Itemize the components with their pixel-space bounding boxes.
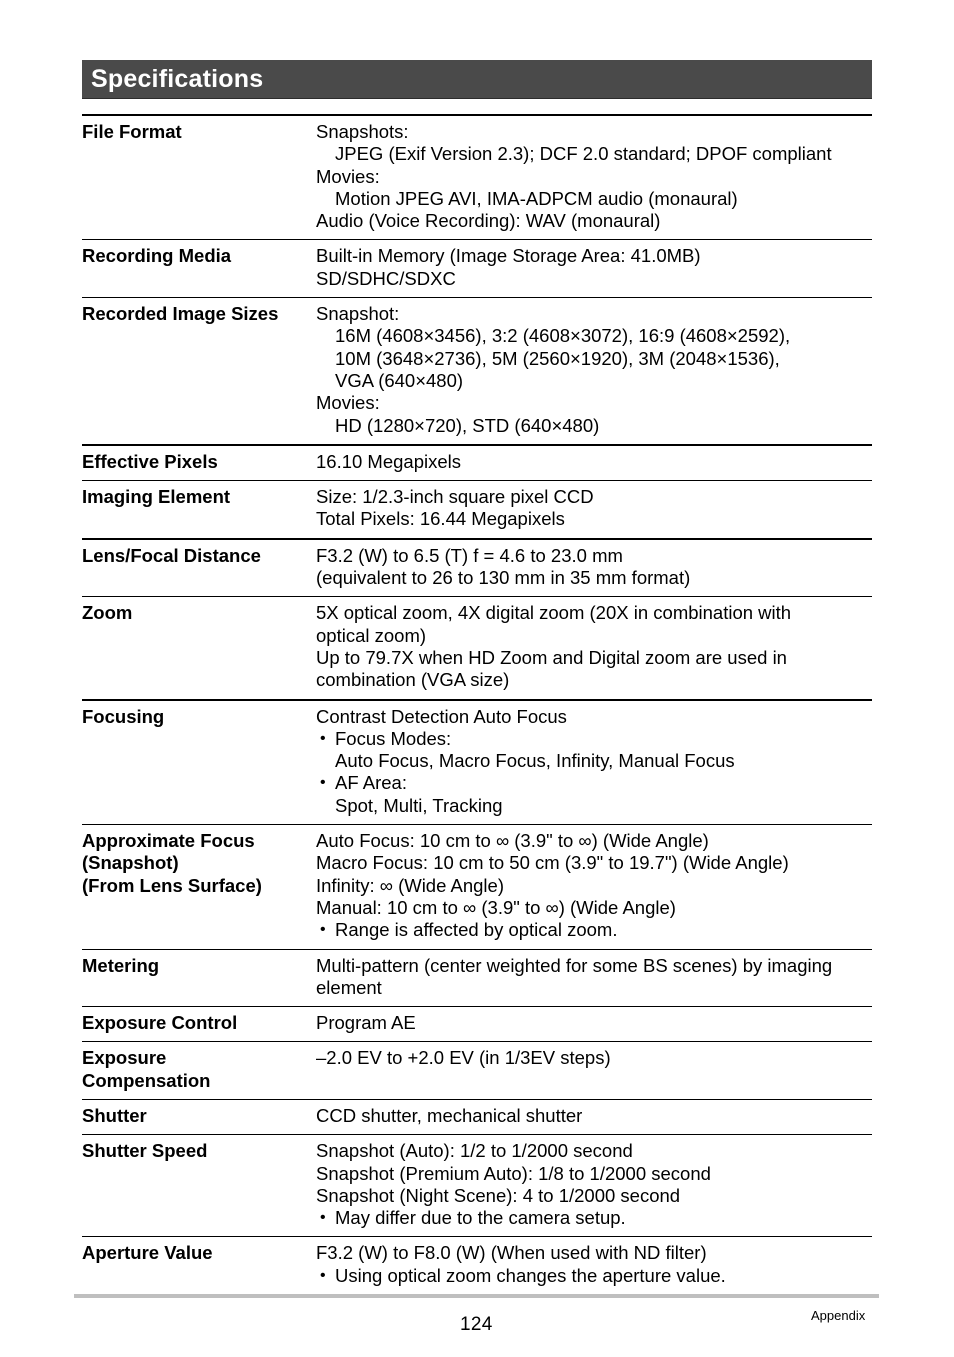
spec-value-line: 10M (3648×2736), 5M (2560×1920), 3M (2048×1536), bbox=[335, 347, 780, 369]
spec-table bbox=[82, 114, 872, 1295]
spec-label bbox=[82, 303, 316, 437]
spec-value-line: –2.0 EV to +2.0 EV (in 1/3EV steps) bbox=[316, 1047, 611, 1069]
spec-value-line: Up to 79.7X when HD Zoom and Digital zoom are used in bbox=[316, 646, 787, 668]
spec-value-line: Snapshots: bbox=[316, 121, 409, 142]
spec-label bbox=[82, 451, 316, 473]
spec-label-line: Effective Pixels bbox=[82, 450, 218, 472]
spec-value bbox=[316, 1105, 872, 1127]
spec-row bbox=[82, 298, 872, 446]
spec-value-line: Macro Focus: 10 cm to 50 cm (3.9" to 19.7") (Wide Angle) bbox=[316, 852, 789, 874]
spec-value-line: F3.2 (W) to F8.0 (W) (When used with ND filter) bbox=[316, 1242, 707, 1264]
spec-value-line: 16M (4608×3456), 3:2 (4608×3072), 16:9 (4608×2592), bbox=[335, 325, 791, 347]
spec-bullet-line: • Range is affected by optical zoom. bbox=[316, 919, 872, 941]
spec-bullet-line: • Using optical zoom changes the aperture value. bbox=[316, 1265, 872, 1287]
spec-row bbox=[82, 1042, 872, 1100]
spec-value-line: Snapshot (Auto): 1/2 to 1/2000 second bbox=[316, 1140, 633, 1162]
spec-value-line: Snapshot (Night Scene): 4 to 1/2000 second bbox=[316, 1184, 681, 1206]
spec-label-line: (Snapshot) bbox=[82, 852, 179, 874]
spec-label bbox=[82, 830, 316, 941]
spec-label-line: Lens/Focal Distance bbox=[82, 544, 261, 566]
spec-value-line: combination (VGA size) bbox=[316, 669, 510, 691]
spec-label bbox=[82, 602, 316, 691]
spec-value-line: Contrast Detection Auto Focus bbox=[316, 705, 567, 727]
spec-value-line: SD/SDHC/SDXC bbox=[316, 267, 456, 289]
spec-row bbox=[82, 701, 872, 825]
spec-label-line: Metering bbox=[82, 954, 160, 976]
spec-row bbox=[82, 1100, 872, 1135]
spec-row bbox=[82, 540, 872, 598]
spec-value bbox=[316, 1012, 872, 1034]
spec-label-line: Shutter bbox=[82, 1104, 147, 1126]
spec-value-line: CCD shutter, mechanical shutter bbox=[316, 1104, 583, 1126]
spec-label bbox=[82, 706, 316, 817]
spec-value-line: Manual: 10 cm to ∞ (3.9" to ∞) (Wide Angle) bbox=[316, 896, 676, 918]
spec-value-line: Snapshot: bbox=[316, 303, 400, 325]
spec-value bbox=[316, 245, 872, 290]
spec-value bbox=[316, 545, 872, 590]
spec-bullet-line: • May differ due to the camera setup. bbox=[316, 1207, 872, 1229]
page-title: Specifications bbox=[91, 65, 264, 93]
spec-value bbox=[316, 1242, 872, 1287]
spec-label-line: Exposure Control bbox=[82, 1012, 238, 1034]
spec-value bbox=[316, 1047, 872, 1092]
spec-label-line: Zoom bbox=[82, 602, 133, 624]
spec-value-line: JPEG (Exif Version 2.3); DCF 2.0 standard; DPOF compliant bbox=[335, 143, 832, 165]
spec-value bbox=[316, 1140, 872, 1229]
spec-label-line: Exposure bbox=[82, 1047, 167, 1069]
section-name: Appendix bbox=[811, 1308, 866, 1323]
spec-label bbox=[82, 1242, 316, 1287]
spec-value bbox=[316, 955, 872, 1000]
spec-row bbox=[82, 1007, 872, 1042]
spec-value bbox=[316, 303, 872, 437]
spec-row bbox=[82, 825, 872, 949]
spec-row bbox=[82, 481, 872, 540]
spec-label-line: Approximate Focus bbox=[82, 830, 255, 852]
spec-label bbox=[82, 1012, 316, 1034]
spec-label bbox=[82, 121, 316, 232]
spec-label-line: File Format bbox=[82, 121, 182, 142]
spec-value bbox=[316, 486, 872, 531]
spec-value-line: Motion JPEG AVI, IMA-ADPCM audio (monaural) bbox=[335, 187, 738, 209]
spec-value-line: Spot, Multi, Tracking bbox=[335, 794, 503, 816]
spec-value bbox=[316, 121, 872, 232]
spec-value-line: (equivalent to 26 to 130 mm in 35 mm format) bbox=[316, 567, 691, 589]
spec-value bbox=[316, 451, 872, 473]
spec-label-line: Recorded Image Sizes bbox=[82, 303, 279, 325]
spec-value-line: Total Pixels: 16.44 Megapixels bbox=[316, 508, 565, 530]
title-bar bbox=[82, 60, 872, 99]
spec-label bbox=[82, 1047, 316, 1092]
spec-row bbox=[82, 597, 872, 700]
spec-row bbox=[82, 116, 872, 240]
spec-label-line: Compensation bbox=[82, 1069, 211, 1091]
spec-value-line: Movies: bbox=[316, 165, 380, 187]
spec-value-line: VGA (640×480) bbox=[335, 369, 464, 391]
spec-value-line: Infinity: ∞ (Wide Angle) bbox=[316, 874, 504, 896]
spec-row bbox=[82, 1135, 872, 1237]
spec-label bbox=[82, 245, 316, 290]
spec-bullet-line: • Focus Modes: bbox=[316, 728, 872, 750]
spec-value-line: Built-in Memory (Image Storage Area: 41.0MB) bbox=[316, 245, 701, 267]
spec-label bbox=[82, 1105, 316, 1127]
spec-label-line: Focusing bbox=[82, 705, 165, 727]
spec-label bbox=[82, 545, 316, 590]
spec-label-line: (From Lens Surface) bbox=[82, 874, 262, 896]
spec-value-line: Multi-pattern (center weighted for some BS scenes) by imaging bbox=[316, 954, 833, 976]
spec-value-line: Auto Focus: 10 cm to ∞ (3.9" to ∞) (Wide Angle) bbox=[316, 830, 709, 852]
spec-value-line: F3.2 (W) to 6.5 (T) f = 4.6 to 23.0 mm bbox=[316, 544, 623, 566]
spec-value bbox=[316, 602, 872, 691]
spec-value-line: 5X optical zoom, 4X digital zoom (20X in combination with bbox=[316, 602, 792, 624]
spec-row bbox=[82, 446, 872, 481]
spec-value-line: Size: 1/2.3-inch square pixel CCD bbox=[316, 486, 594, 508]
spec-row bbox=[82, 1237, 872, 1295]
spec-value-line: Snapshot (Premium Auto): 1/8 to 1/2000 second bbox=[316, 1162, 711, 1184]
spec-label bbox=[82, 486, 316, 531]
spec-label-line: Recording Media bbox=[82, 245, 232, 267]
spec-row bbox=[82, 240, 872, 298]
spec-bullet-line: • AF Area: bbox=[316, 772, 872, 794]
spec-label-line: Shutter Speed bbox=[82, 1140, 208, 1162]
page-number: 124 bbox=[460, 1314, 493, 1335]
spec-label-line: Aperture Value bbox=[82, 1242, 213, 1264]
spec-label bbox=[82, 955, 316, 1000]
spec-value-line: Audio (Voice Recording): WAV (monaural) bbox=[316, 210, 661, 232]
spec-value-line: optical zoom) bbox=[316, 624, 427, 646]
spec-label-line: Imaging Element bbox=[82, 486, 231, 508]
spec-value bbox=[316, 706, 872, 817]
spec-value-line: element bbox=[316, 976, 382, 998]
spec-value-line: 16.10 Megapixels bbox=[316, 450, 462, 472]
footer-rule bbox=[74, 1294, 879, 1298]
spec-row bbox=[82, 950, 872, 1008]
spec-value-line: Movies: bbox=[316, 392, 380, 414]
spec-value-line: Program AE bbox=[316, 1012, 416, 1034]
spec-value-line: Auto Focus, Macro Focus, Infinity, Manual Focus bbox=[335, 750, 735, 772]
spec-value-line: HD (1280×720), STD (640×480) bbox=[335, 414, 600, 436]
spec-value bbox=[316, 830, 872, 941]
spec-label bbox=[82, 1140, 316, 1229]
